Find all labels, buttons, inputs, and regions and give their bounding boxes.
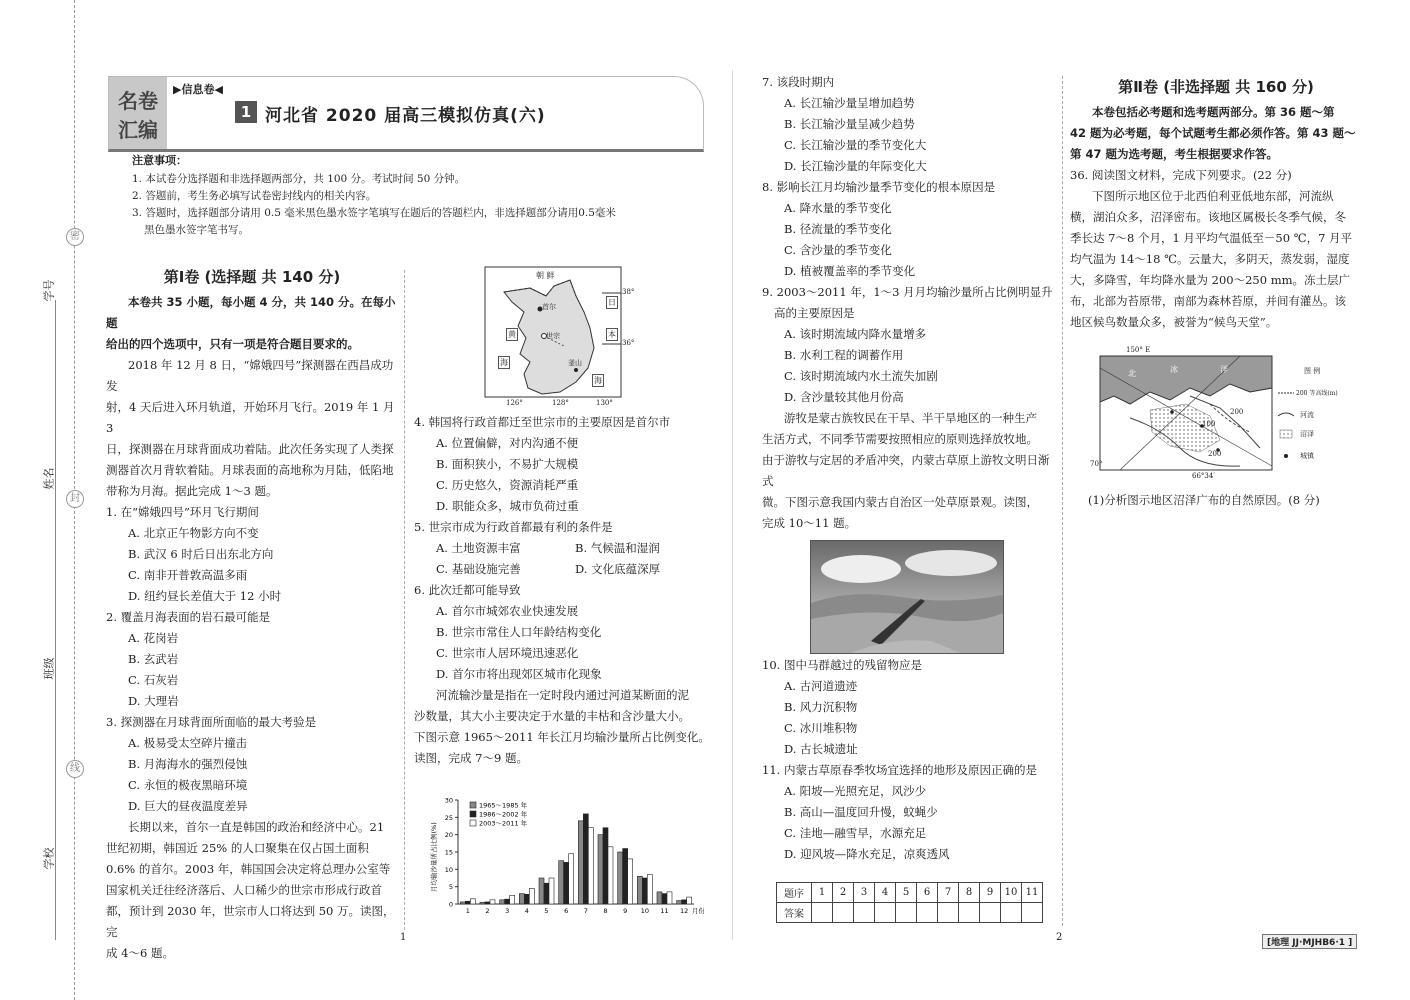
part2-intro-line: 42 题为必考题，每个试题考生都必须作答。第 43 题～ [1070,126,1356,140]
x-tick-label: 2 [485,907,490,915]
x-axis-label: 月份 [692,907,704,915]
legend-title: 图 例 [1304,367,1321,375]
q5-option: C. 基础设施完善 [436,562,521,576]
passage3-line: 读图，完成 7～9 题。 [414,751,528,765]
answer-cell[interactable] [875,903,896,923]
legend-label: 2003～2011 年 [479,819,528,828]
student-no-label: 学号 [42,279,56,302]
y-tick-label: 20 [444,831,453,840]
bar-2 [642,878,647,904]
map-label-japan1: 日 [608,298,616,307]
q7-option: A. 长江输沙量呈增加趋势 [784,96,915,110]
answer-cell[interactable] [980,903,1001,923]
passage2-line: 世纪初期，韩国近 25% 的人口聚集在仅占国土面积 [106,841,369,855]
q11-option: A. 阳坡—光照充足，风沙少 [784,784,927,798]
q3-option: A. 极易受太空碎片撞击 [128,736,248,750]
bar-1 [677,901,682,904]
column-2 [414,412,714,769]
footer-code: [地理 JJ·MJHB6·1 ] [1262,934,1357,949]
passage5-line: 均气温为 14～18 ℃。云量大，多阴天，蒸发弱，湿度 [1070,252,1350,266]
passage1-line: 日，探测器在月球背面成功着陆。此次任务实现了人类探 [106,442,394,456]
passage2-line: 都，预计到 2030 年，世宗市人口将达到 50 万。读图，完 [106,904,395,939]
q8-option: B. 径流量的季节变化 [784,222,892,236]
answer-cell[interactable] [833,903,854,923]
y-tick-label: 10 [444,865,453,874]
passage3-line: 下图示意 1965～2011 年长江月均输沙量所占比例变化。 [414,730,710,744]
bar-2 [544,883,549,904]
answer-num: 8 [959,883,980,903]
grassland-photo [810,540,1004,654]
passage2-line: 长期以来，首尔一直是韩国的政治和经济中心。21 [128,820,385,834]
q2-stem: 2. 覆盖月海表面的岩石最可能是 [106,610,271,624]
part1-intro-1: 本卷共 35 小题，每小题 4 分，共 140 分。在每小题 [106,295,396,330]
q4-stem: 4. 韩国将行政首都迁至世宗市的主要原因是首尔市 [414,415,671,429]
map-label-sea3: 海 [594,376,602,385]
legend-swamp: 沼泽 [1300,430,1314,438]
x-tick-label: 3 [505,907,510,915]
siberia-map [1090,348,1370,482]
seal-circle-mi: 密 [66,228,84,246]
q9-option: C. 该时期流域内水土流失加剧 [784,369,938,383]
q3-option: B. 月海海水的强烈侵蚀 [128,757,248,771]
answer-num: 1 [812,883,833,903]
q6-option: D. 首尔市将出现郊区城市化现象 [436,667,602,681]
answer-num: 7 [938,883,959,903]
q9-stem-2: 高的主要原因是 [774,306,855,320]
passage2-line: 0.6% 的首尔。2003 年，韩国国会决定将总理办公室等 [106,862,391,876]
q2-option: D. 大理岩 [128,694,179,708]
q8-option: C. 含沙量的季节变化 [784,243,892,257]
bar-1 [598,835,603,904]
bar-3 [490,900,495,904]
bar-1 [519,894,524,904]
bar-1 [637,876,642,904]
bar-3 [588,828,593,904]
siberia-contour-label: 100 [1202,420,1216,428]
x-tick-label: 9 [623,907,628,915]
bar-2 [505,899,510,904]
seal-circle-feng: 封 [66,490,84,508]
page-number-2: 2 [1056,932,1063,943]
notice-heading: 注意事项： [132,154,187,167]
bar-3 [510,895,515,904]
passage2-line: 成 4～6 题。 [106,946,174,960]
answer-num: 10 [1001,883,1022,903]
q1-stem: 1. 在“嫦娥四号”环月飞行期间 [106,505,259,519]
bar-3 [667,892,672,904]
map-label-sea2: 海 [500,358,508,367]
binding-solid-line [55,300,56,940]
q10-option: D. 古长城遗址 [784,742,858,756]
q10-option: A. 古河道遗迹 [784,679,858,693]
passage5-line: 大，多降雪，年均降水量为 200～250 mm。冻土层广 [1070,273,1351,287]
bar-3 [470,899,475,904]
q5-options-row [414,538,714,559]
bar-1 [559,861,564,904]
passage5-line: 季长达 7～8 个月，1 月平均气温低至－50 ℃，7 月平 [1070,231,1353,245]
passage5-line: 地区候鸟数量众多，被誉为“候鸟天堂”。 [1070,315,1278,329]
part1-intro-2: 给出的四个选项中，只有一项是符合题目要求的。 [106,337,359,351]
y-tick-label: 30 [444,796,453,805]
siberia-lon-top: 150° E [1126,346,1151,354]
notice-item-1: 1. 本试卷分选择题和非选择题两部分，共 100 分。考试时间 50 分钟。 [132,173,466,185]
bar-3 [569,854,574,904]
map-lat-36: 36° [622,339,635,347]
q8-stem: 8. 影响长江月均输沙量季节变化的根本原因是 [762,180,996,194]
bar-3 [529,888,534,904]
q11-stem: 11. 内蒙古草原春季牧场宜选择的地形及原因正确的是 [762,763,1037,777]
answer-table-row-nums [777,883,1043,903]
bar-2 [682,900,687,904]
q11-option: B. 高山—温度回升慢，蚊蝇少 [784,805,938,819]
map-label-north: 朝 鲜 [536,271,555,280]
q4-option: B. 面积狭小，不易扩大规模 [436,457,579,471]
bar-3 [608,847,613,904]
passage5-line: 下图所示地区位于北西伯利亚低地东部，河流纵 [1092,189,1334,203]
header-title: 河北省 2020 届高三模拟仿真(六) [265,106,546,126]
bar-1 [657,892,662,904]
passage4-line: 生活方式，不同季节需要按照相应的原则选择放牧地。 [762,432,1038,446]
map-label-sejong: 世宗 [546,332,560,340]
legend-river: 河流 [1300,411,1314,419]
bar-2 [603,828,608,904]
q9-option: D. 含沙量较其他月份高 [784,390,904,404]
q1-option: B. 武汉 6 时后日出东北方向 [128,547,274,561]
bar-1 [460,902,465,904]
bar-1 [480,902,485,904]
column-3b [762,655,1058,865]
x-tick-label: 7 [583,907,588,915]
q6-option: A. 首尔市城郊农业快速发展 [436,604,579,618]
q10-option: B. 风力沉积物 [784,700,858,714]
answer-cell[interactable] [938,903,959,923]
siberia-sea2: 冰 [1170,365,1178,374]
answer-num: 6 [917,883,938,903]
bar-2 [524,894,529,904]
answer-num: 11 [1022,883,1043,903]
q2-option: B. 玄武岩 [128,652,179,666]
bar-3 [647,875,652,904]
grassland-photo-svg [811,541,1003,653]
header-banner [108,76,704,152]
answer-table-head: 题序 [777,883,812,903]
q9-option: A. 该时期流域内降水量增多 [784,327,927,341]
passage4-line: 微。下图示意我国内蒙古自治区一处草原景观。读图， [762,495,1038,509]
part2-intro-line: 本卷包括必考题和选考题两部分。第 36 题～第 [1092,105,1335,119]
answer-num: 5 [896,883,917,903]
q36-stem: 36. 阅读图文材料，完成下列要求。(22 分) [1070,168,1292,182]
legend-swatch [470,820,476,826]
name-label: 姓名 [42,467,56,490]
binding-margin [0,0,100,1000]
bar-1 [618,852,623,904]
answer-table-row-blank [777,903,1043,923]
q2-option: A. 花岗岩 [128,631,179,645]
column-divider-3 [1062,76,1063,926]
page-number-1: 1 [400,932,407,943]
x-tick-label: 11 [660,907,669,915]
q3-option: C. 永恒的极夜黑暗环境 [128,778,248,792]
notice-block [132,152,692,239]
map-label-japan2: 本 [608,330,616,339]
column-divider-1 [404,270,405,930]
y-tick-label: 25 [444,813,453,822]
answer-num: 4 [875,883,896,903]
bar-2 [583,814,588,904]
bar-2 [564,862,569,904]
page-center-divider [732,70,733,940]
notice-item-2: 2. 答题前，考生务必填写试卷密封线内的相关内容。 [132,190,377,202]
x-tick-label: 5 [544,907,549,915]
answer-table [776,882,1043,923]
answer-cell[interactable] [1022,903,1043,923]
map-label-yellow: 黄 [508,330,516,339]
q8-option: D. 植被覆盖率的季节变化 [784,264,916,278]
bar-2 [465,901,470,904]
bar-1 [500,900,505,904]
legend-swatch [470,811,476,817]
passage5-line: 横，湖泊众多，沼泽密布。该地区属极长冬季气候，冬 [1070,210,1346,224]
q1-option: C. 南非开普敦高温多雨 [128,568,248,582]
answer-cell[interactable] [896,903,917,923]
answer-table-head: 答案 [777,903,812,923]
q5-stem: 5. 世宗市成为行政首都最有利的条件是 [414,520,613,534]
q10-stem: 10. 图中马群越过的残留物应是 [762,658,922,672]
map-lon-128: 128° [552,399,569,407]
q2-option: C. 石灰岩 [128,673,179,687]
part2-title: 第Ⅱ卷 (非选择题 共 160 分) [1118,78,1314,96]
header-number: 1 [235,101,257,123]
q36-sub1: (1)分析图示地区沼泽广布的自然原因。(8 分) [1088,493,1320,507]
q3-option: D. 巨大的昼夜温度差异 [128,799,248,813]
legend-contour: 200 等高线(m) [1296,390,1338,397]
q11-option: C. 洼地—融雪早，水源充足 [784,826,927,840]
answer-cell[interactable] [959,903,980,923]
y-tick-label: 5 [448,883,453,892]
legend-swatch [470,802,476,808]
q6-option: B. 世宗市常住人口年龄结构变化 [436,625,602,639]
q7-stem: 7. 该段时期内 [762,75,835,89]
bar-3 [687,897,692,904]
answer-num: 2 [833,883,854,903]
q7-option: D. 长江输沙量的年际变化大 [784,159,927,173]
badge [109,77,167,149]
passage3-line: 河流输沙量是指在一定时段内通过河道某断面的泥 [436,688,689,702]
siberia-contour-label: 200 [1230,408,1244,416]
q9-stem-1: 9. 2003～2011 年，1～3 月月均输沙量所占比例明显升 [762,285,1053,299]
q5-option: A. 土地资源丰富 [436,541,521,555]
siberia-lon-bottom: 66°34′ [1192,472,1215,480]
badge-line2: 汇编 [118,118,158,142]
x-tick-label: 8 [603,907,608,915]
passage4-line: 完成 10～11 题。 [762,516,857,530]
q8-option: A. 降水量的季节变化 [784,201,892,215]
column-3 [762,72,1058,534]
map-lon-126: 126° [506,399,523,407]
bar-2 [623,849,628,904]
passage1-line: 测器首次月背软着陆。月球表面的高地称为月陆，低陷地 [106,463,394,477]
part2-intro-line: 第 47 题为选考题，考生根据要求作答。 [1070,147,1279,161]
x-tick-label: 10 [640,907,649,915]
bar-2 [485,902,490,904]
legend-town: 城镇 [1300,452,1314,460]
seal-circle-xian: 线 [66,760,84,778]
q1-option: D. 纽约昼长差值大于 12 小时 [128,589,282,603]
x-tick-label: 6 [564,907,569,915]
passage4-line: 游牧是蒙古族牧民在干旱、半干旱地区的一种生产 [784,411,1037,425]
passage5-line: 布，北部为苔原带，南部为森林苔原，并间有灌丛。该 [1070,294,1346,308]
bar-2 [662,894,667,904]
x-tick-label: 4 [524,907,529,915]
y-tick-label: 15 [444,848,453,857]
legend-label: 1986～2002 年 [479,810,528,819]
map-label-capital: 首尔 [542,303,556,311]
map-lon-130: 130° [596,399,613,407]
part1-title: 第Ⅰ卷 (选择题 共 140 分) [163,268,341,286]
answer-cell[interactable] [917,903,938,923]
q4-option: A. 位置偏僻，对内沟通不便 [436,436,579,450]
answer-num: 9 [980,883,1001,903]
passage1-line: 射，4 天后进入环月轨道，开始环月飞行。2019 年 1 月 3 [106,400,395,435]
badge-line1: 名卷 [118,89,158,113]
bar-1 [539,878,544,904]
korea-map [484,266,635,410]
q9-option: B. 水利工程的调蓄作用 [784,348,904,362]
answer-cell[interactable] [1001,903,1022,923]
notice-item-4: 黑色墨水签字笔书写。 [144,224,249,236]
q7-option: B. 长江输沙量呈减少趋势 [784,117,915,131]
column-1 [106,262,398,964]
q3-stem: 3. 探测器在月球背面所面临的最大考验是 [106,715,317,729]
answer-cell[interactable] [812,903,833,923]
q4-option: D. 职能众多，城市负荷过重 [436,499,579,513]
notice-item-3: 3. 答题时，选择题部分请用 0.5 毫米黑色墨水签字笔填写在题后的答题栏内，非选择题部分请用0.5毫米 [132,207,616,219]
q6-stem: 6. 此次迁都可能导致 [414,583,521,597]
x-tick-label: 1 [465,907,470,915]
q1-option: A. 北京正午物影方向不变 [128,526,259,540]
siberia-lat-left: 70° [1090,460,1103,468]
q7-option: C. 长江输沙量的季节变化大 [784,138,927,152]
school-label: 学校 [42,847,56,870]
class-label: 班级 [42,657,56,680]
bar-3 [549,878,554,904]
passage1-line: 带称为月海。据此完成 1～3 题。 [106,484,278,498]
q5-option: B. 气候温和湿润 [575,541,660,555]
sediment-chart-svg [424,792,704,920]
q10-option: C. 冰川堆积物 [784,721,858,735]
q5-option: D. 文化底蕴深厚 [575,562,661,576]
answer-cell[interactable] [854,903,875,923]
y-tick-label: 0 [448,900,453,909]
map-lat-38: 38° [622,288,635,296]
siberia-sea3: 洋 [1220,365,1228,374]
passage2-line: 国家机关迁往经济落后、人口稀少的世宗市形成行政首 [106,883,382,897]
legend-label: 1965～1985 年 [479,801,528,810]
siberia-sea1: 北 [1128,369,1136,378]
q4-option: C. 历史悠久，资源消耗严重 [436,478,579,492]
q5-options-row [414,559,714,580]
y-axis-label: 月均输沙量所占比例(%) [430,822,438,892]
q11-option: D. 迎风坡—降水充足，凉爽透风 [784,847,950,861]
siberia-contour-label: 200 [1208,450,1222,458]
sediment-chart [424,792,704,920]
answer-num: 3 [854,883,875,903]
map-label-busan: 釜山 [568,359,582,367]
q6-option: C. 世宗市人居环境迅速恶化 [436,646,579,660]
bar-1 [578,821,583,904]
passage1-line: 2018 年 12 月 8 日，“嫦娥四号”探测器在西昌成功发 [106,358,394,393]
x-tick-label: 12 [680,907,689,915]
bar-3 [628,859,633,904]
passage3-line: 沙数量，其大小主要决定于水量的丰枯和含沙量大小。 [414,709,690,723]
column-4 [1070,72,1362,333]
passage4-line: 由于游牧与定居的矛盾冲突，内蒙古草原上游牧文明日渐式 [762,453,1050,488]
header-tag: ▶信息卷◀ [173,83,223,96]
